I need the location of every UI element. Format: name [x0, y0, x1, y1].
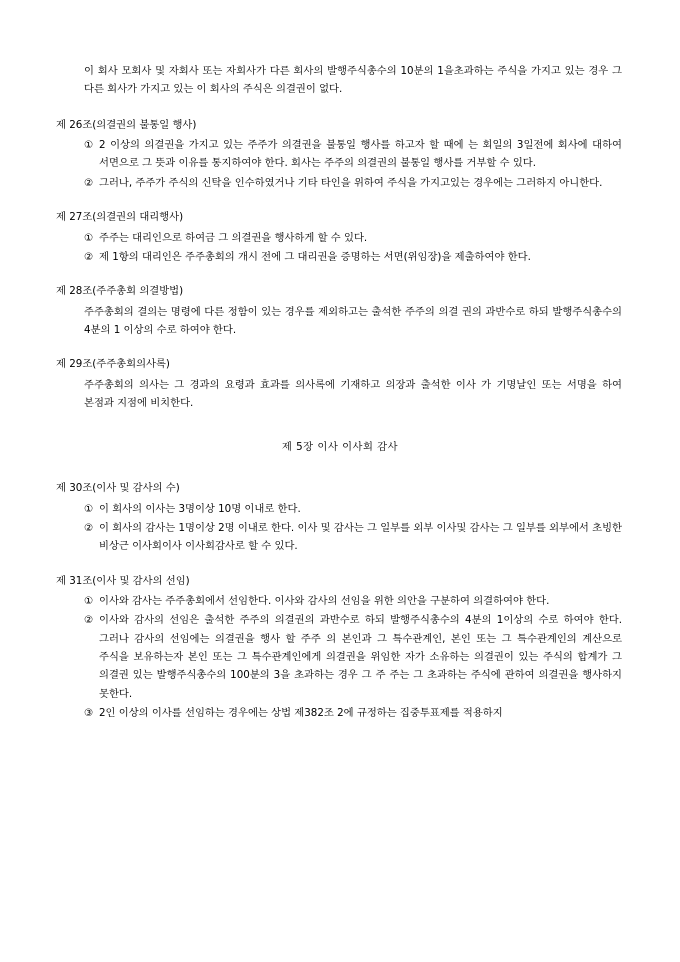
- article-items: [56, 136, 624, 192]
- list-item: [56, 136, 624, 173]
- article-title: 제 26조(의결권의 불통일 행사): [56, 118, 197, 131]
- list-item: [56, 248, 624, 266]
- item-marker: ①: [84, 502, 94, 515]
- item-marker: ②: [84, 521, 94, 534]
- article-26: [56, 117, 624, 192]
- item-marker: ②: [84, 176, 94, 189]
- list-item: [56, 519, 624, 556]
- article-items: [56, 229, 624, 267]
- item-text: 2인 이상의 이사를 선임하는 경우에는 상법 제382조 2에 규정하는 집중투표제를 적용하지: [99, 707, 503, 720]
- article-31: [56, 573, 624, 723]
- item-text: 제 1항의 대리인은 주주총회의 개시 전에 그 대리권을 증명하는 서면(위임장)을 제출하여야 한다.: [99, 250, 531, 263]
- item-text: 그러나, 주주가 주식의 신탁을 인수하였거나 기타 타인을 위하여 주식을 가지고있는 경우에는 그러하지 아니한다.: [99, 176, 603, 189]
- list-item: [56, 174, 624, 192]
- list-item: [56, 704, 624, 722]
- item-text: 이 회사의 감사는 1명이상 2명 이내로 한다. 이사 및 감사는 그 일부를 외부 이사및 감사는 그 일부를 외부에서 초빙한 비상근 이사회이사 이사회감사로 할 수 있다.: [99, 521, 622, 553]
- article-title: 제 31조(이사 및 감사의 선임): [56, 574, 190, 587]
- intro-paragraph-block: [56, 62, 624, 99]
- article-30: [56, 480, 624, 555]
- article-items: [56, 500, 624, 556]
- article-items: [56, 592, 624, 722]
- item-marker: ②: [84, 250, 94, 263]
- item-text: 이사와 감사는 주주총회에서 선임한다. 이사와 감사의 선임을 위한 의안을 구분하여 의결하여야 한다.: [99, 595, 550, 608]
- article-body: 주주총회의 결의는 명령에 다른 정함이 있는 경우를 제외하고는 출석한 주주의 의결 권의 과반수로 하되 발행주식총수의 4분의 1 이상의 수로 하여야 한다.: [84, 305, 622, 337]
- article-body: 주주총회의 의사는 그 경과의 요령과 효과를 의사록에 기재하고 의장과 출석한 이사 가 기명날인 또는 서명을 하여 본점과 지점에 비치한다.: [84, 378, 622, 410]
- article-body-wrap: [56, 303, 624, 340]
- item-marker: ②: [84, 614, 94, 627]
- article-body-wrap: [56, 376, 624, 413]
- list-item: [56, 611, 624, 703]
- intro-paragraph: 이 회사 모회사 및 자회사 또는 자회사가 다른 회사의 발행주식총수의 10분의 1을초과하는 주식을 가지고 있는 경우 그 다른 회사가 가지고 있는 이 회사의 주식은 의결권이 없다.: [84, 65, 622, 96]
- article-title: 제 30조(이사 및 감사의 수): [56, 482, 180, 495]
- article-title: 제 28조(주주총회 의결방법): [56, 285, 184, 298]
- item-text: 이 회사의 이사는 3명이상 10명 이내로 한다.: [99, 502, 301, 515]
- item-text: 이사와 감사의 선임은 출석한 주주의 의결권의 과반수로 하되 발행주식총수의 4분의 1이상의 수로 하여야 한다. 그러나 감사의 선임에는 의결권을 행사 할 주주 의 본인과 그 특수관계인, 본인 또는 그 특수관계인의 계산으로 주식을 보유하는자 본인 또는 그 특수관계인에게 의결권을 위임한 자가 소유하는 의결권이 있는 주식의 합계가 그 의결권 있는 발행주식총수의 100분의 3을 초과하는 경우 그 주 주는 그 초과하는 주식에 관하여 의결권을 행사하지 못한다.: [99, 614, 622, 700]
- item-marker: ①: [84, 139, 94, 152]
- item-marker: ①: [84, 595, 94, 608]
- list-item: [56, 229, 624, 247]
- item-text: 주주는 대리인으로 하여금 그 의결권을 행사하게 할 수 있다.: [99, 231, 368, 244]
- item-text: 2 이상의 의결권을 가지고 있는 주주가 의결권을 불통일 행사를 하고자 할 때에 는 회일의 3일전에 회사에 대하여 서면으로 그 뜻과 이유를 통지하여야 한다. 회사는 주주의 의결권의 불통일 행사를 거부할 수 있다.: [99, 139, 622, 170]
- article-title: 제 29조(주주총회의사록): [56, 358, 170, 371]
- article-28: [56, 283, 624, 339]
- item-marker: ③: [84, 707, 94, 720]
- list-item: [56, 592, 624, 610]
- chapter-heading: 제 5장 이사 이사회 감사: [281, 440, 399, 453]
- item-marker: ①: [84, 231, 94, 244]
- article-27: [56, 209, 624, 266]
- article-title: 제 27조(의결권의 대리행사): [56, 211, 184, 224]
- article-29: [56, 356, 624, 412]
- list-item: [56, 500, 624, 518]
